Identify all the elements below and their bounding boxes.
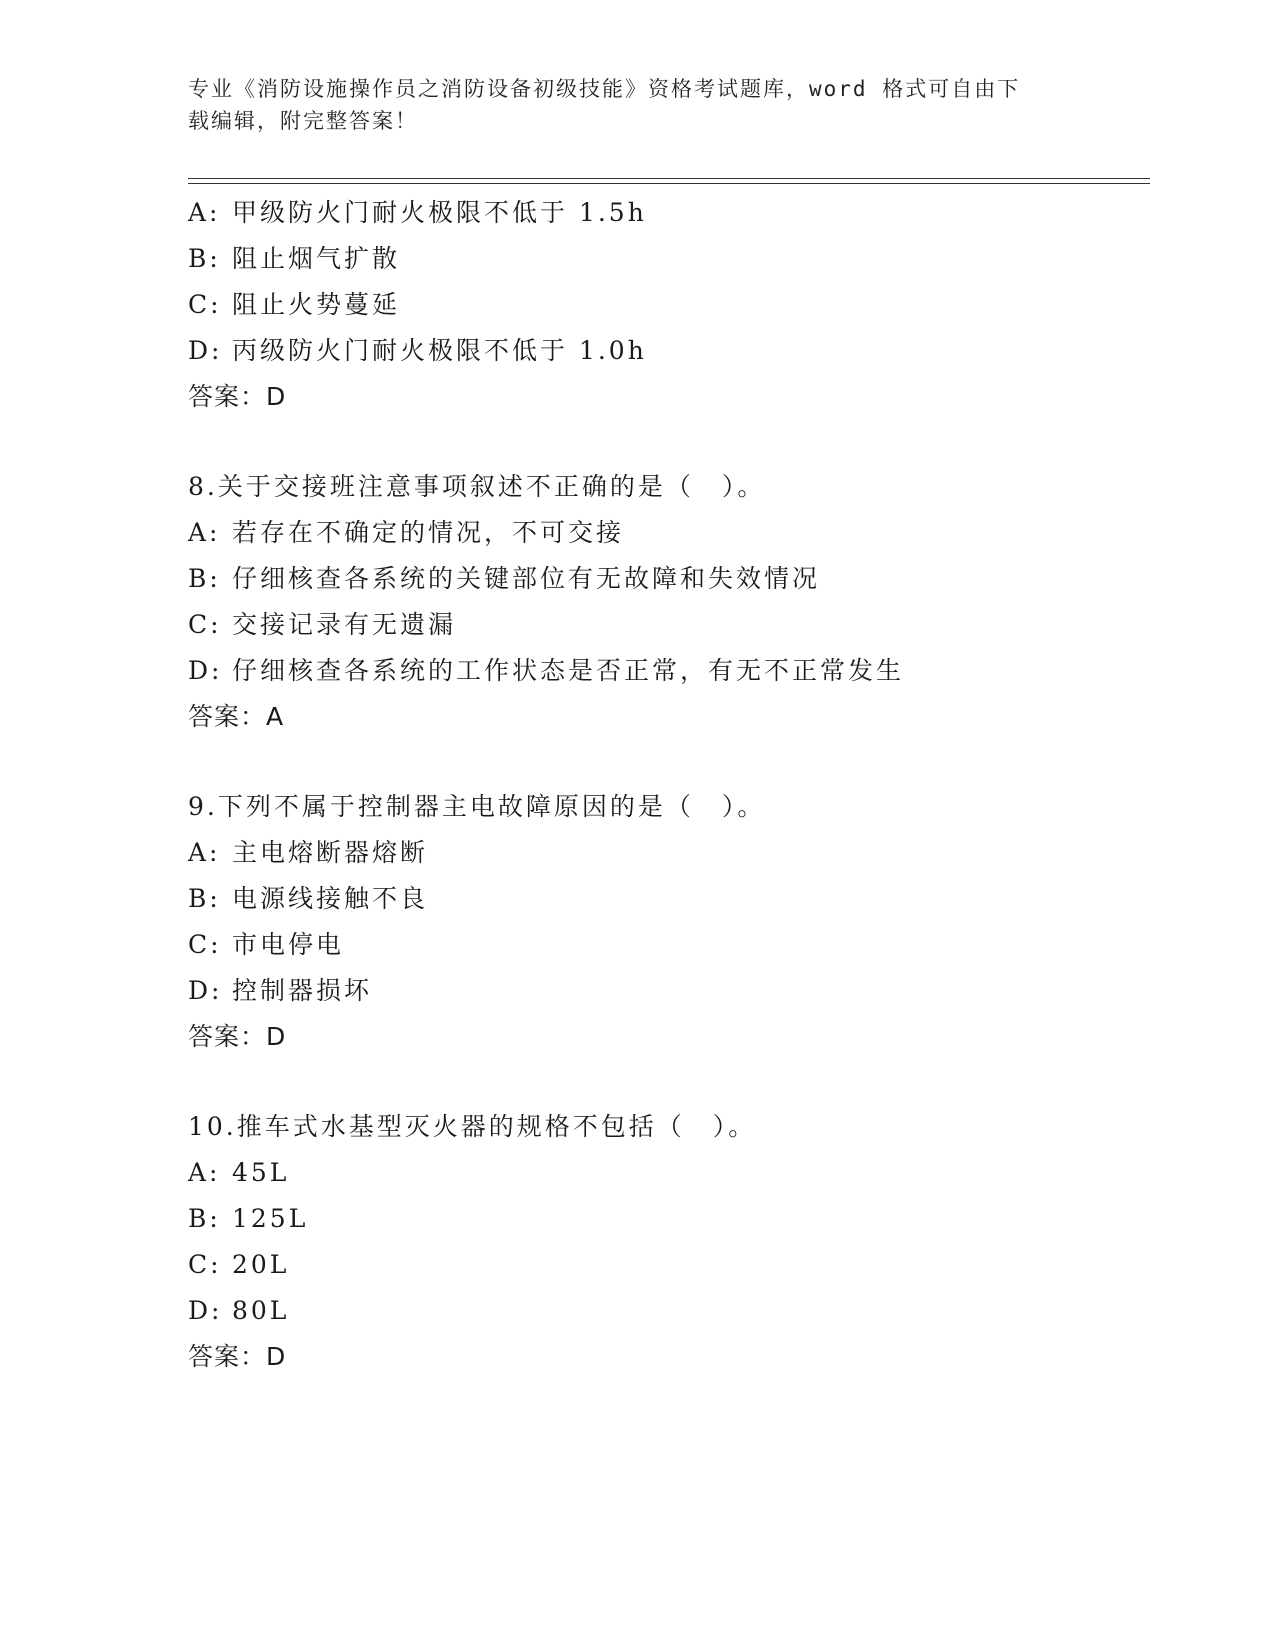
option-a: A: 若存在不确定的情况，不可交接 — [188, 518, 625, 547]
option-b: B: 电源线接触不良 — [188, 884, 429, 913]
header-line-2: 载编辑，附完整答案！ — [188, 109, 418, 133]
header-rule-bottom — [188, 183, 1150, 184]
option-a: A: 甲级防火门耐火极限不低于 1.5h — [188, 198, 647, 227]
option-d: D: 仔细核查各系统的工作状态是否正常，有无不正常发生 — [188, 656, 905, 685]
question-title: 9.下列不属于控制器主电故障原因的是（ ）。 — [188, 792, 766, 821]
question-list — [188, 190, 1148, 1380]
question-8 — [188, 464, 1148, 740]
option-b: B: 仔细核查各系统的关键部位有无故障和失效情况 — [188, 564, 821, 593]
question-7 — [188, 190, 1148, 420]
question-9 — [188, 784, 1148, 1060]
option-d: D: 80L — [188, 1296, 290, 1325]
option-d: D: 丙级防火门耐火极限不低于 1.0h — [188, 336, 647, 365]
question-title: 10.推车式水基型灭火器的规格不包括（ ）。 — [188, 1112, 757, 1141]
option-a: A: 主电熔断器熔断 — [188, 838, 429, 867]
option-c: C: 20L — [188, 1250, 290, 1279]
header-line-1: 专业《消防设施操作员之消防设备初级技能》资格考试题库，word 格式可自由下 — [188, 77, 1021, 101]
option-c: C: 市电停电 — [188, 930, 345, 959]
option-c: C: 阻止火势蔓延 — [188, 290, 401, 319]
question-title: 8.关于交接班注意事项叙述不正确的是（ ）。 — [188, 472, 766, 501]
answer: 答案：D — [188, 1022, 287, 1051]
header-rule-top — [188, 178, 1150, 179]
answer: 答案：D — [188, 1342, 287, 1371]
document-header — [188, 73, 1088, 137]
option-b: B: 阻止烟气扩散 — [188, 244, 401, 273]
option-a: A: 45L — [188, 1158, 290, 1187]
answer: 答案：D — [188, 382, 287, 411]
option-d: D: 控制器损坏 — [188, 976, 373, 1005]
option-c: C: 交接记录有无遗漏 — [188, 610, 457, 639]
answer: 答案：A — [188, 702, 285, 731]
option-b: B: 125L — [188, 1204, 309, 1233]
question-10 — [188, 1104, 1148, 1380]
